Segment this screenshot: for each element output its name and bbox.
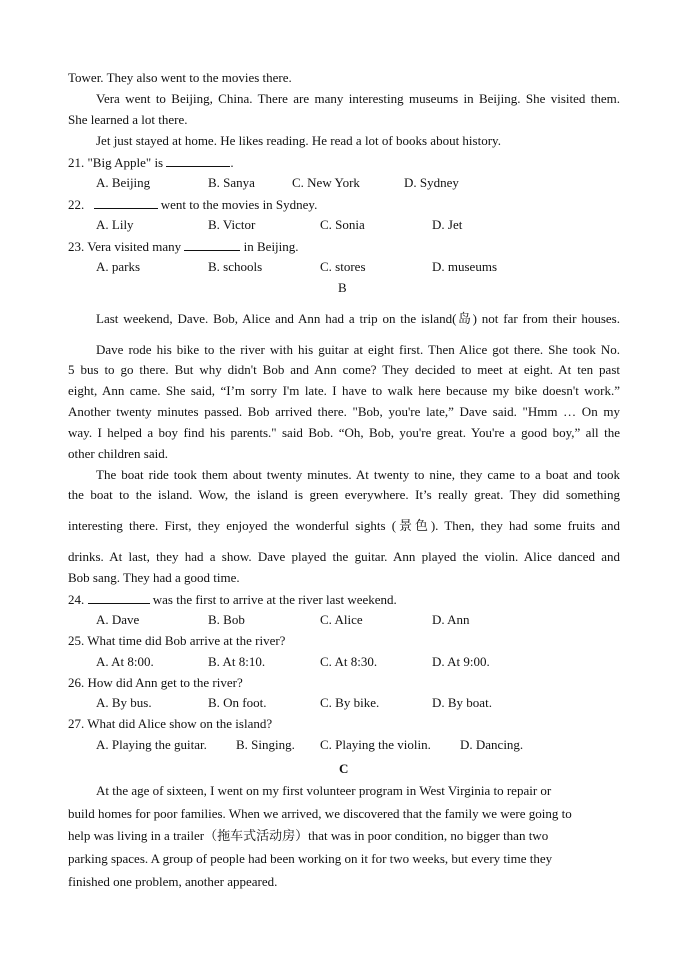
question-number: 22. — [68, 197, 85, 212]
option-d: D. Dancing. — [460, 737, 524, 752]
passage-a-vera-line: Vera went to Beijing, China. There are many interesting museums in Beijing. She visited them. — [96, 91, 620, 106]
passage-b-para1: Last weekend, Dave. Bob, Alice and Ann had a trip on the island(岛) not far from their houses. — [96, 311, 620, 326]
question-text: Vera visited many — [87, 239, 182, 254]
option-c: C. Alice — [320, 612, 363, 627]
option-b: B. Victor — [208, 217, 256, 232]
question-21 — [68, 154, 234, 171]
question-27 — [68, 716, 272, 732]
option-a: A. parks — [96, 259, 141, 274]
option-d: D. Ann — [432, 612, 470, 627]
question-text: What time did Bob arrive at the river? — [87, 633, 286, 648]
question-number: 25. — [68, 633, 85, 648]
passage-b-line: 5 bus to go there. But why didn't Bob and Ann come? They decided to meet at eight. At ten past — [68, 362, 620, 377]
passage-c-line: At the age of sixteen, I went on my first volunteer program in West Virginia to repair or — [96, 783, 552, 798]
question-text: "Big Apple" is — [87, 155, 164, 170]
option-d: D. Sydney — [404, 175, 459, 190]
passage-c-line: help was living in a trailer（拖车式活动房）that was in poor condition, no bigger than two — [68, 828, 549, 843]
passage-b-line: interesting there. First, they enjoyed the wonderful sights (景色). Then, they had some fruits and — [68, 518, 620, 533]
option-a: A. By bus. — [96, 695, 152, 710]
option-b: B. At 8:10. — [208, 654, 266, 669]
passage-b-line: way. I helped a boy find his parents." said Bob. “Oh, Bob, you're great. You're a good boy,” all the — [68, 425, 620, 440]
question-25 — [68, 633, 285, 649]
answer-blank[interactable] — [88, 591, 150, 604]
option-c: C. By bike. — [320, 695, 380, 710]
option-c: C. New York — [292, 175, 360, 190]
question-24 — [68, 591, 397, 608]
option-d: D. At 9:00. — [432, 654, 490, 669]
passage-a-line: Tower. They also went to the movies there. — [68, 70, 292, 85]
question-number: 23. — [68, 239, 85, 254]
section-c-heading: C — [339, 761, 349, 776]
option-a: A. Lily — [96, 217, 134, 232]
question-text: was the first to arrive at the river last weekend. — [152, 592, 397, 607]
passage-c-line: finished one problem, another appeared. — [68, 874, 278, 889]
passage-b-line: other children said. — [68, 446, 168, 461]
question-text: How did Ann get to the river? — [87, 675, 243, 690]
passage-c-line: build homes for poor families. When we arrived, we discovered that the family we were going to — [68, 806, 572, 821]
passage-a-vera-line: She learned a lot there. — [68, 112, 188, 127]
question-text: . — [230, 155, 234, 170]
option-a: A. Dave — [96, 612, 140, 627]
passage-b-line: Dave rode his bike to the river with his guitar at eight first. Then Alice got there. She took No. — [96, 342, 620, 357]
passage-a-jet-line: Jet just stayed at home. He likes reading. He read a lot of books about history. — [96, 133, 501, 148]
option-b: B. Sanya — [208, 175, 255, 190]
question-text: in Beijing. — [243, 239, 299, 254]
passage-b-line: eight, Ann came. She said, “I’m sorry I'm late. I have to walk here because my bike doesn't work.” — [68, 383, 620, 398]
section-b-heading: B — [338, 280, 347, 295]
option-b: B. Bob — [208, 612, 245, 627]
option-c: C. At 8:30. — [320, 654, 378, 669]
passage-b-line: drinks. At last, they had a show. Dave played the guitar. Ann played the violin. Alice danced and — [68, 549, 620, 564]
question-26 — [68, 675, 243, 691]
option-b: B. On foot. — [208, 695, 267, 710]
option-c: C. Sonia — [320, 217, 365, 232]
passage-b-line: Another twenty minutes passed. Bob arrived there. "Bob, you're late,” Dave said. "Hmm … On my — [68, 404, 620, 419]
option-a: A. Playing the guitar. — [96, 737, 207, 752]
option-c: C. Playing the violin. — [320, 737, 431, 752]
option-a: A. Beijing — [96, 175, 151, 190]
question-text: went to the movies in Sydney. — [160, 197, 318, 212]
answer-blank[interactable] — [184, 238, 240, 251]
option-b: B. Singing. — [236, 737, 295, 752]
option-b: B. schools — [208, 259, 263, 274]
passage-b-line: Bob sang. They had a good time. — [68, 570, 240, 585]
passage-b-line: the boat to the island. Wow, the island is green everywhere. It’s really great. They did something — [68, 487, 620, 502]
question-number: 24. — [68, 592, 85, 607]
passage-c-line: parking spaces. A group of people had been working on it for two weeks, but every time they — [68, 851, 553, 866]
question-number: 27. — [68, 716, 85, 731]
option-a: A. At 8:00. — [96, 654, 154, 669]
question-number: 21. — [68, 155, 85, 170]
option-d: D. museums — [432, 259, 497, 274]
question-text: What did Alice show on the island? — [87, 716, 273, 731]
answer-blank[interactable] — [94, 196, 158, 209]
answer-blank[interactable] — [166, 154, 230, 167]
question-number: 26. — [68, 675, 85, 690]
question-22 — [68, 196, 317, 213]
option-d: D. Jet — [432, 217, 463, 232]
question-23 — [68, 238, 299, 255]
passage-b-line: The boat ride took them about twenty minutes. At twenty to nine, they came to a boat and took — [96, 467, 620, 482]
option-d: D. By boat. — [432, 695, 492, 710]
option-c: C. stores — [320, 259, 366, 274]
